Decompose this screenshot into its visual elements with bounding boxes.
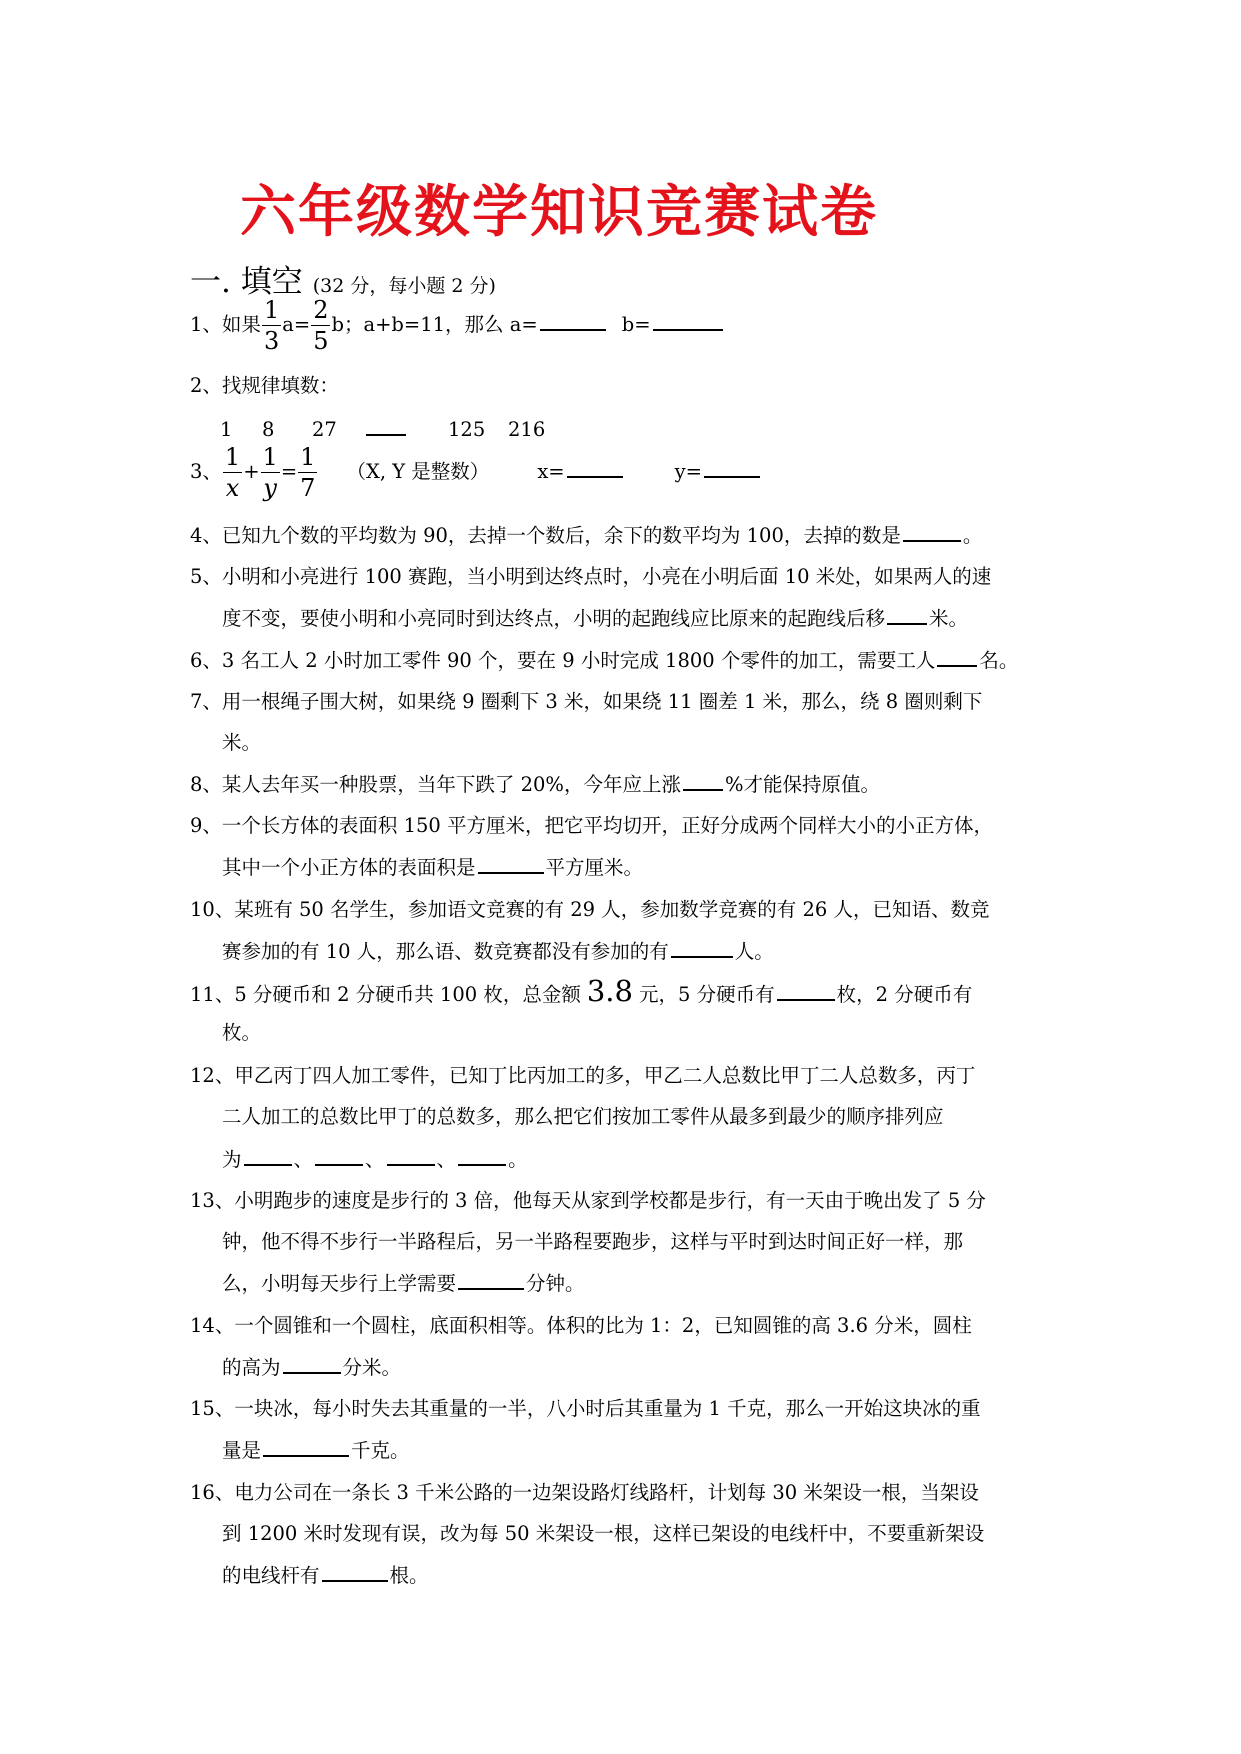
section-title: 一. 填空 (190, 264, 303, 300)
question-9: 9、一个长方体的表面积 150 平方厘米，把它平均切开，正好分成两个同样大小的小正方体， (190, 814, 994, 837)
question-16: 16、电力公司在一条长 3 千米公路的一边架设路灯线路杆，计划每 30 米架设一根，当架设 (190, 1481, 979, 1504)
question-10: 10、某班有 50 名学生，参加语文竞赛的有 29 人，参加数学竞赛的有 26 人，已知语、数竞 (190, 898, 990, 921)
answer-blank[interactable] (671, 938, 733, 958)
question-13-line-3: 么，小明每天步行上学需要 分钟。 (222, 1272, 585, 1295)
fraction: $\frac{1}{x}$ (224, 443, 241, 502)
question-3: 3、 $\frac{1}{x}$ + $\frac{1}{y}$ = $\frac{1}{7}$ （X, Y 是整数） x= y= (190, 443, 762, 501)
question-14-line-2: 的高为 分米。 (222, 1356, 402, 1379)
answer-blank[interactable] (540, 311, 606, 331)
answer-blank[interactable] (458, 1146, 506, 1166)
question-8: 8、某人去年买一种股票，当年下跌了 20%，今年应上涨 %才能保持原值。 (190, 773, 880, 796)
answer-blank[interactable] (478, 854, 544, 874)
answer-blank[interactable] (937, 647, 977, 667)
question-15: 15、一块冰，每小时失去其重量的一半，八小时后其重量为 1 千克，那么一开始这块冰的重 (190, 1397, 981, 1420)
fraction: $\frac{1}{7}$ (300, 443, 316, 502)
question-11: 11、5 分硬币和 2 分硬币共 100 枚，总金额 3.8 元，5 分硬币有 枚，2 分硬币有 (190, 974, 973, 1008)
answer-blank[interactable] (567, 458, 623, 478)
number-sequence: 1 8 27 125 216 (220, 418, 546, 441)
question-1: 1、如果 $\frac{1}{3}$ a= $\frac{2}{5}$ b；a+b=11，那么 a= b= (190, 298, 725, 353)
question-7: 7、用一根绳子围大树，如果绕 9 圈剩下 3 米，如果绕 11 圈差 1 米，那么，绕 8 圈则剩下 (190, 690, 983, 713)
question-9-line-2: 其中一个小正方体的表面积是 平方厘米。 (222, 856, 644, 879)
answer-blank[interactable] (263, 1437, 349, 1457)
answer-blank[interactable] (244, 1146, 292, 1166)
answer-blank[interactable] (683, 771, 723, 791)
answer-blank[interactable] (887, 605, 927, 625)
question-13: 13、小明跑步的速度是步行的 3 倍，他每天从家到学校都是步行，有一天由于晚出发了 5 分 (190, 1189, 986, 1212)
question-2: 2、找规律填数： (190, 374, 339, 397)
section-note: (32 分，每小题 2 分) (312, 275, 496, 297)
question-5-line-2: 度不变，要使小明和小亮同时到达终点，小明的起跑线应比原来的起跑线后移 米。 (222, 607, 969, 630)
answer-blank[interactable] (903, 522, 961, 542)
question-4: 4、已知九个数的平均数为 90，去掉一个数后，余下的数平均为 100，去掉的数是 。 (190, 524, 983, 547)
exam-title: 六年级数学知识竞赛试卷 (240, 179, 878, 245)
question-5: 5、小明和小亮进行 100 赛跑，当小明到达终点时，小亮在小明后面 10 米处，如果两人的速 (190, 565, 992, 588)
question-13-line-2: 钟，他不得不步行一半路程后，另一半路程要跑步，这样与平时到达时间正好一样，那 (222, 1230, 964, 1253)
question-12-line-3: 为 、 、 、 。 (222, 1148, 528, 1171)
question-7-line-2: 米。 (222, 731, 262, 754)
answer-blank[interactable] (322, 1562, 388, 1582)
answer-blank[interactable] (653, 311, 723, 331)
section-heading (190, 256, 496, 301)
fraction: $\frac{1}{y}$ (262, 443, 278, 502)
question-10-line-2: 赛参加的有 10 人，那么语、数竞赛都没有参加的有 人。 (222, 940, 774, 963)
answer-blank[interactable] (458, 1270, 524, 1290)
fraction: $\frac{1}{3}$ (263, 296, 280, 355)
question-12: 12、甲乙丙丁四人加工零件，已知丁比丙加工的多，甲乙二人总数比甲丁二人总数多，丙丁 (190, 1064, 976, 1087)
answer-blank[interactable] (387, 1146, 435, 1166)
question-12-line-2: 二人加工的总数比甲丁的总数多，那么把它们按加工零件从最多到最少的顺序排列应 (222, 1105, 944, 1128)
question-14: 14、一个圆锥和一个圆柱，底面积相等。体积的比为 1：2，已知圆锥的高 3.6 分米，圆柱 (190, 1314, 972, 1337)
question-6: 6、3 名工人 2 小时加工零件 90 个，要在 9 小时完成 1800 个零件的加工，需要工人 名。 (190, 649, 1019, 672)
answer-blank[interactable] (704, 458, 760, 478)
answer-blank[interactable] (315, 1146, 363, 1166)
answer-blank[interactable] (283, 1354, 341, 1374)
question-15-line-2: 量是 千克。 (222, 1439, 410, 1462)
question-16-line-3: 的电线杆有 根。 (222, 1564, 429, 1587)
answer-blank[interactable] (777, 981, 835, 1001)
question-16-line-2: 到 1200 米时发现有误，改为每 50 米架设一根，这样已架设的电线杆中，不要重新架设 (222, 1522, 985, 1545)
question-11-line-2: 枚。 (222, 1021, 262, 1044)
answer-blank[interactable] (366, 416, 406, 436)
fraction: $\frac{2}{5}$ (313, 296, 329, 355)
